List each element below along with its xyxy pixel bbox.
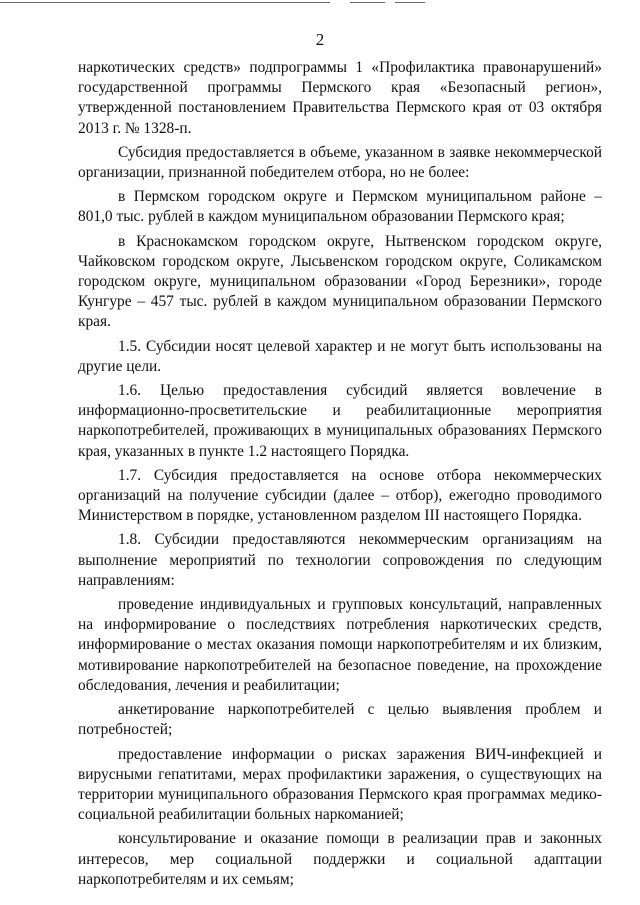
top-scan-rule xyxy=(0,0,640,6)
paragraph-continuation: наркотических средств» подпрограммы 1 «Профилактика правонарушений» государственной программы Пермского края «Безопасный регион», утвержденной постановлением Правительства Пермского края от 03 октября 2013 г. № 1328-п. xyxy=(78,59,602,137)
paragraph-1-8: 1.8. Субсидии предоставляются некоммерческим организациям на выполнение мероприятий по технологии сопровождения по следующим направлениям: xyxy=(78,531,602,589)
paragraph-subsidy-volume: Субсидия предоставляется в объеме, указанном в заявке некоммерческой организации, признанной победителем отбора, но не более: xyxy=(78,143,602,182)
paragraph-1-5: 1.5. Субсидии носят целевой характер и не могут быть использованы на другие цели. xyxy=(78,337,602,375)
list-item-survey: анкетирование наркопотребителей с целью выявления проблем и потребностей; xyxy=(78,701,602,739)
list-item-information: предоставление информации о рисках заражения ВИЧ-инфекцией и вирусными гепатитами, мерах профилактики заражения, о существующих на территории муниципального образования Пермского края программах медико-социальной реабилитации больных наркоманией; xyxy=(78,745,602,824)
paragraph-perm-amount: в Пермском городском округе и Пермском муниципальном районе – 801,0 тыс. рублей в каждом муниципальном образовании Пермского края; xyxy=(78,188,602,226)
document-body xyxy=(78,58,602,894)
paragraph-1-6: 1.6. Целью предоставления субсидий является вовлечение в информационно-просветительские и реабилитационные мероприятия наркопотребителей, проживающих в муниципальных образованиях Пермского края, указанных в пункте 1.2 настоящего Порядка. xyxy=(78,382,602,460)
paragraph-districts-amount: в Краснокамском городском округе, Нытвенском городском округе, Чайковском городском округе, Лысьвенском городском округе, Соликамском городском округе, муниципальном образовании «Город Березники», городе Кунгуре – 457 тыс. рублей в каждом муниципальном образовании Пермского края. xyxy=(78,232,602,331)
top-rule-segment xyxy=(395,2,425,3)
list-item-counseling: консультирование и оказание помощи в реализации прав и законных интересов, мер социальной поддержки и социальной адаптации наркопотребителям и их семьям; xyxy=(78,830,602,888)
paragraph-1-7: 1.7. Субсидия предоставляется на основе отбора некоммерческих организаций на получение субсидии (далее – отбор), ежегодно проводимого Министерством в порядке, установленном разделом III настоящего Порядка. xyxy=(78,466,602,525)
list-item-consultations: проведение индивидуальных и групповых консультаций, направленных на информирование о последствиях потребления наркотических средств, информирование о местах оказания помощи наркопотребителям и их близким, мотивирование наркопотребителей на безопасное поведение, на прохождение обследования, лечения и реабилитации; xyxy=(78,596,602,694)
page-number: 2 xyxy=(315,30,325,49)
top-rule-segment xyxy=(350,2,385,3)
top-rule-segment xyxy=(0,2,330,3)
